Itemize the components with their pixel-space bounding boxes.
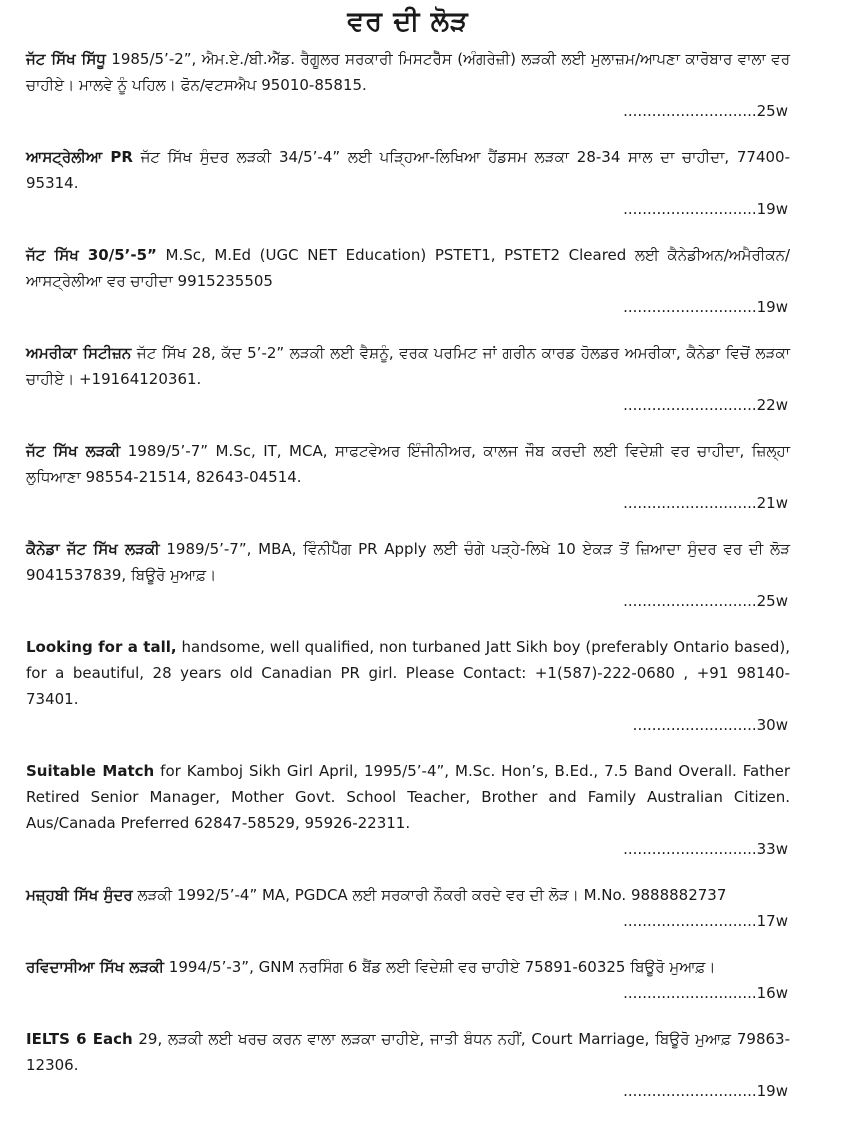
ad-lead: ਅਮਰੀਕਾ ਸਿਟੀਜ਼ਨ: [26, 344, 132, 362]
classified-ad: [26, 882, 790, 934]
ad-lead: Looking for a tall,: [26, 638, 177, 656]
ads-list: [26, 46, 790, 1124]
classified-ad: [26, 46, 790, 124]
ad-lead: ਜੱਟ ਸਿੱਖ ਸਿੱਧੂ: [26, 50, 106, 68]
ad-lead: ਰਵਿਦਾਸੀਆ ਸਿੱਖ ਲੜਕੀ: [26, 958, 165, 976]
ad-reference: ............................17w: [623, 912, 788, 930]
ad-reference: ..........................30w: [632, 716, 788, 734]
ad-lead: ਜੱਟ ਸਿੱਖ ਲੜਕੀ: [26, 442, 121, 460]
ad-body: 1985/5’-2”, ਐਮ.ਏ./ਬੀ.ਐੱਡ. ਰੈਗੂਲਰ ਸਰਕਾਰੀ ਮਿਸਟਰੈੱਸ (ਅੰਗਰੇਜ਼ੀ) ਲੜਕੀ ਲਈ ਮੁਲਾਜ਼ਮ/ਆਪਣਾ ਕਾਰੋਬਾਰ ਵਾਲਾ ਵਰ ਚਾਹੀਏ। ਮਾਲਵੇ ਨੂੰ ਪਹਿਲ। ਫੋਨ/ਵਟਸਐਪ 95010-85815.: [26, 50, 790, 94]
classified-ad: [26, 144, 790, 222]
ad-lead: Suitable Match: [26, 762, 155, 780]
ad-body: 1989/5’-7” M.Sc, IT, MCA, ਸਾਫਟਵੇਅਰ ਇੰਜੀਨੀਅਰ, ਕਾਲਜ ਜੌਬ ਕਰਦੀ ਲਈ ਵਿਦੇਸ਼ੀ ਵਰ ਚਾਹੀਦਾ, ਜ਼ਿਲ੍ਹਾ ਲੁਧਿਆਣਾ 98554-21514, 82643-04514.: [26, 442, 791, 486]
ad-body: handsome, well qualified, non turbaned Jatt Sikh boy (preferably Ontario based), for a beautiful, 28 years old Canadian PR girl. Please Contact: +1(587)-222-0680 , +91 98140-73401.: [26, 638, 790, 708]
ad-lead: IELTS 6 Each: [26, 1030, 133, 1048]
ad-body: ਜੱਟ ਸਿੱਖ 28, ਕੱਦ 5’-2” ਲੜਕੀ ਲਈ ਵੈਸ਼ਨੂੰ, ਵਰਕ ਪਰਮਿਟ ਜਾਂ ਗਰੀਨ ਕਾਰਡ ਹੋਲਡਰ ਅਮਰੀਕਾ, ਕੈਨੇਡਾ ਵਿਚੋਂ ਲੜਕਾ ਚਾਹੀਏ। +19164120361.: [26, 344, 791, 388]
ad-reference: ............................21w: [623, 494, 788, 512]
ad-body: M.Sc, M.Ed (UGC NET Education) PSTET1, PSTET2 Cleared ਲਈ ਕੈਨੇਡੀਅਨ/ਅਮੈਰੀਕਨ/ਆਸਟ੍ਰੇਲੀਆ ਵਰ ਚਾਹੀਦਾ 9915235505: [26, 246, 791, 290]
ad-reference: ............................19w: [623, 200, 788, 218]
ad-body: for Kamboj Sikh Girl April, 1995/5’-4”, M.Sc. Hon’s, B.Ed., 7.5 Band Overall. Father Retired Senior Manager, Mother Govt. School Teacher, Brother and Family Australian Citizen. Aus/Canada Preferred 62847-58529, 95926-22311.: [26, 762, 790, 832]
ad-body: 1994/5’-3”, GNM ਨਰਸਿੰਗ 6 ਬੈਂਡ ਲਈ ਵਿਦੇਸ਼ੀ ਵਰ ਚਾਹੀਏ 75891-60325 ਬਿਊਰੋ ਮੁਆਫ਼।: [164, 958, 716, 976]
ad-body: ਲੜਕੀ 1992/5’-4” MA, PGDCA ਲਈ ਸਰਕਾਰੀ ਨੌਕਰੀ ਕਰਦੇ ਵਰ ਦੀ ਲੋੜ। M.No. 9888882737: [132, 886, 727, 904]
classified-ad: [26, 758, 790, 862]
classified-ad: [26, 634, 790, 738]
classified-ad: [26, 242, 790, 320]
ad-reference: ............................25w: [623, 102, 788, 120]
ad-body: 1989/5’-7”, MBA, ਵਿੰਨੀਪੈੱਗ PR Apply ਲਈ ਚੰਗੇ ਪੜ੍ਹੇ-ਲਿਖੇ 10 ਏਕੜ ਤੋਂ ਜ਼ਿਆਦਾ ਸੁੰਦਰ ਵਰ ਦੀ ਲੋੜ 9041537839, ਬਿਊਰੋ ਮੁਆਫ਼।: [26, 540, 790, 584]
classified-ad: [26, 340, 790, 418]
classified-ad: [26, 954, 790, 1006]
classified-ad: [26, 536, 790, 614]
classified-ad: [26, 438, 790, 516]
ad-lead: ਜੱਟ ਸਿੱਖ 30/5’-5”: [26, 246, 157, 264]
ad-body: ਜੱਟ ਸਿੱਖ ਸੁੰਦਰ ਲੜਕੀ 34/5’-4” ਲਈ ਪੜ੍ਹਿਆ-ਲਿਖਿਆ ਹੈਂਡਸਮ ਲੜਕਾ 28-34 ਸਾਲ ਦਾ ਚਾਹੀਦਾ, 77400-95314.: [26, 148, 790, 192]
ad-reference: ............................25w: [623, 592, 788, 610]
ad-lead: ਮਜ਼੍ਹਬੀ ਸਿੱਖ ਸੁੰਦਰ: [26, 886, 133, 904]
ad-lead: ਆਸਟ੍ਰੇਲੀਆ PR: [26, 148, 133, 166]
section-heading: ਵਰ ਦੀ ਲੋੜ: [347, 6, 469, 37]
classified-ad: [26, 1026, 790, 1104]
ad-reference: ............................19w: [623, 1082, 788, 1100]
ad-reference: ............................19w: [623, 298, 788, 316]
ad-body: 29, ਲੜਕੀ ਲਈ ਖਰਚ ਕਰਨ ਵਾਲਾ ਲੜਕਾ ਚਾਹੀਏ, ਜਾਤੀ ਬੰਧਨ ਨਹੀਂ, Court Marriage, ਬਿਊਰੋ ਮੁਆਫ਼ 79863-12306.: [26, 1030, 790, 1074]
ad-reference: ............................22w: [623, 396, 788, 414]
ad-reference: ............................16w: [623, 984, 788, 1002]
ad-lead: ਕੈਨੇਡਾ ਜੱਟ ਸਿੱਖ ਲੜਕੀ: [26, 540, 160, 558]
ad-reference: ............................33w: [623, 840, 788, 858]
